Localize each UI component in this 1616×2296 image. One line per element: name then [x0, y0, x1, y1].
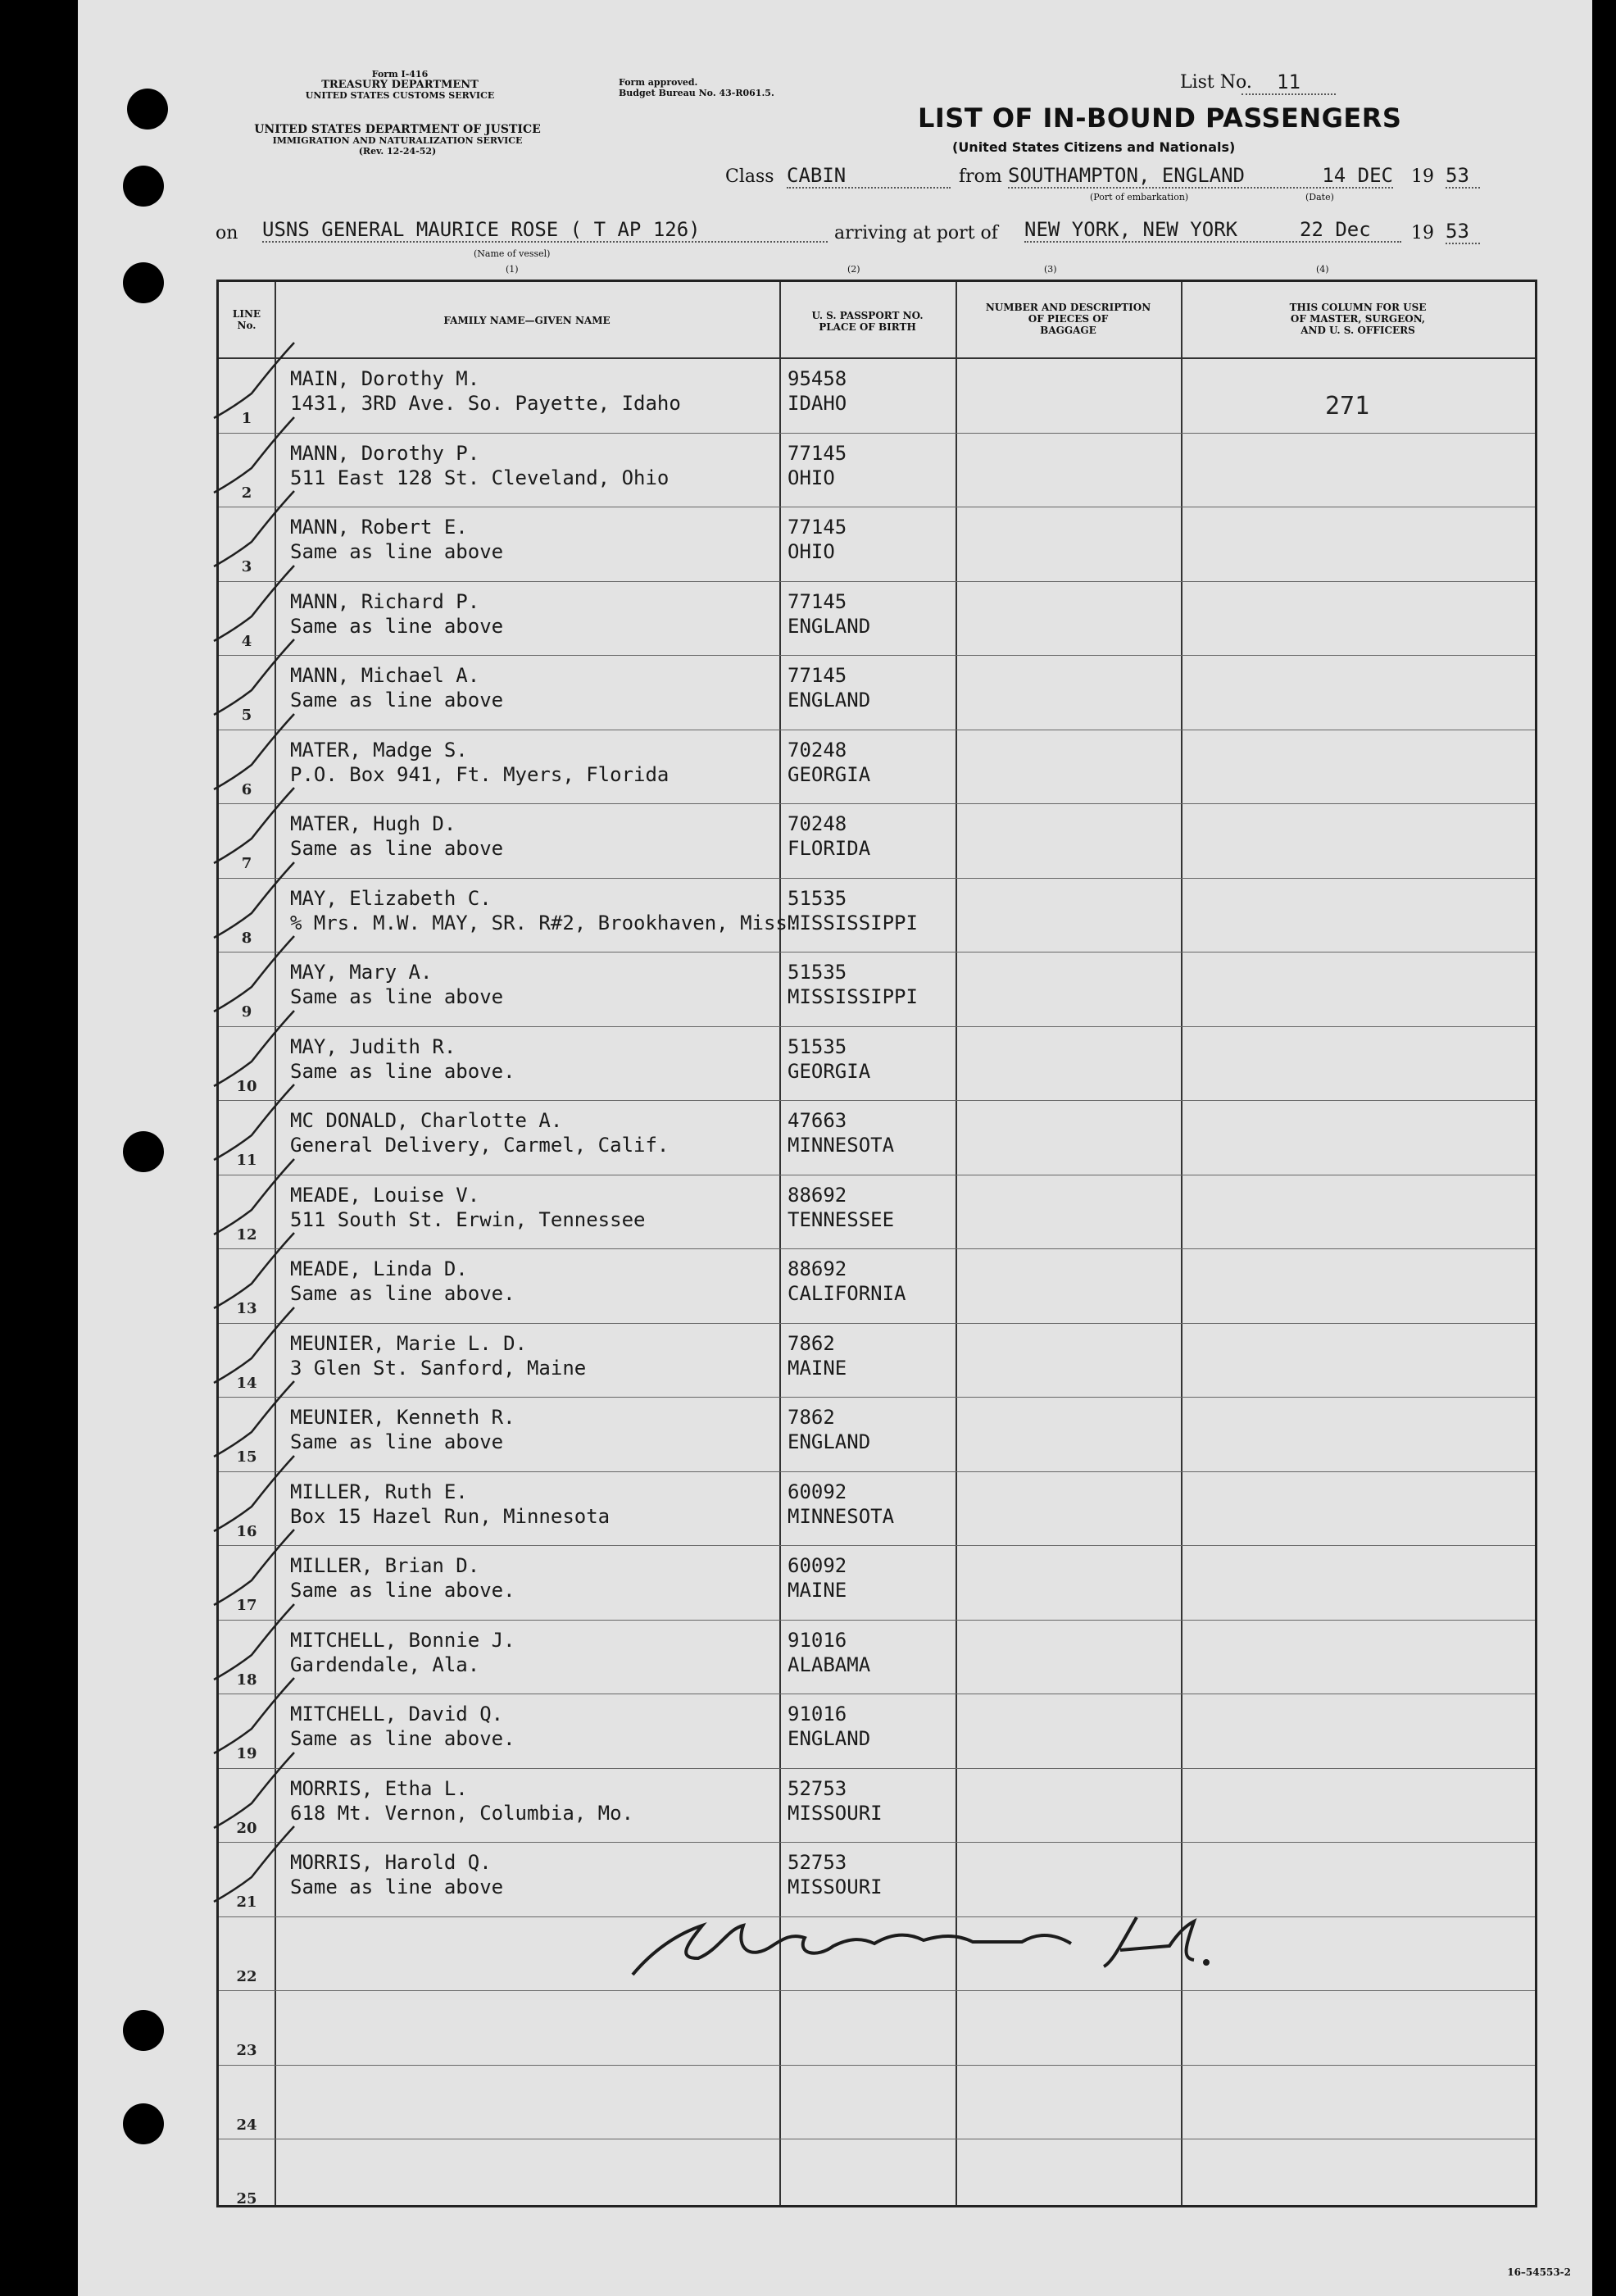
- table-row: [219, 1398, 1535, 1472]
- passenger-address: 3 Glen St. Sanford, Maine: [290, 1356, 587, 1380]
- table-row: [219, 1472, 1535, 1547]
- form-number: Form I-416 TREASURY DEPARTMENT UNITED STATES CUSTOMS SERVICE: [305, 69, 495, 101]
- passport-number: 51535: [788, 961, 847, 984]
- passenger-name: MEADE, Linda D.: [290, 1257, 468, 1280]
- place-of-birth: MAINE: [788, 1579, 847, 1602]
- passenger-address: Same as line above: [290, 540, 504, 563]
- passenger-name: MORRIS, Harold Q.: [290, 1851, 492, 1874]
- place-of-birth: MISSISSIPPI: [788, 985, 918, 1008]
- port-caption: (Port of embarkation): [1090, 192, 1189, 202]
- binder-hole: [123, 166, 164, 207]
- passport-number: 95458: [788, 367, 847, 390]
- place-of-birth: ENGLAND: [788, 1430, 871, 1453]
- table-row: [219, 434, 1535, 508]
- arrival-year: 53: [1446, 220, 1480, 244]
- passenger-name: MILLER, Brian D.: [290, 1554, 480, 1577]
- on-label: on: [216, 223, 238, 243]
- binder-hole: [127, 89, 168, 130]
- passenger-address: Same as line above: [290, 689, 504, 712]
- place-of-birth: TENNESSEE: [788, 1207, 895, 1231]
- passenger-name: MC DONALD, Charlotte A.: [290, 1109, 563, 1132]
- passenger-name: MEUNIER, Marie L. D.: [290, 1331, 527, 1355]
- header-passport: U. S. PASSPORT NO. PLACE OF BIRTH: [811, 310, 924, 333]
- header-baggage: NUMBER AND DESCRIPTION OF PIECES OF BAGGAGE: [985, 302, 1151, 336]
- line-number: 21: [236, 1894, 257, 1911]
- table-row: [219, 1027, 1535, 1102]
- line-number: 20: [236, 1819, 257, 1837]
- place-of-birth: FLORIDA: [788, 837, 871, 860]
- passenger-name: MILLER, Ruth E.: [290, 1480, 468, 1503]
- passport-number: 91016: [788, 1703, 847, 1725]
- officer-note: 271: [1325, 392, 1370, 421]
- list-no-label: List No.: [1180, 72, 1252, 93]
- year-prefix: 19: [1411, 166, 1434, 187]
- passenger-name: MANN, Michael A.: [290, 664, 480, 687]
- form-footer-code: 16–54553-2: [1507, 2266, 1571, 2278]
- line-number: 5: [241, 707, 252, 724]
- class-label: Class: [725, 166, 774, 187]
- place-of-birth: ALABAMA: [788, 1653, 871, 1676]
- embark-date-value: 14 DEC: [1287, 164, 1393, 189]
- binder-hole: [123, 2010, 164, 2051]
- passenger-address: 618 Mt. Vernon, Columbia, Mo.: [290, 1801, 634, 1825]
- line-number: 10: [236, 1077, 257, 1095]
- column-number-2: (2): [847, 264, 860, 275]
- table-row: [219, 1175, 1535, 1250]
- passenger-address: % Mrs. M.W. MAY, SR. R#2, Brookhaven, Miss.: [290, 911, 800, 934]
- line-number: 11: [236, 1152, 257, 1169]
- binder-hole: [123, 1131, 164, 1172]
- line-number: 4: [241, 632, 252, 650]
- passport-number: 51535: [788, 886, 847, 910]
- line-number: 22: [236, 1967, 257, 1985]
- passenger-name: MITCHELL, David Q.: [290, 1703, 504, 1725]
- passenger-name: MEUNIER, Kenneth R.: [290, 1406, 515, 1429]
- page-subtitle: (United States Citizens and Nationals): [952, 139, 1236, 155]
- passport-number: 77145: [788, 441, 847, 465]
- passenger-name: MATER, Hugh D.: [290, 812, 456, 835]
- passport-number: 60092: [788, 1554, 847, 1577]
- arriving-label: arriving at port of: [834, 223, 998, 243]
- passenger-address: Box 15 Hazel Run, Minnesota: [290, 1504, 611, 1528]
- passenger-address: Same as line above.: [290, 1579, 515, 1602]
- passenger-address: 511 East 128 St. Cleveland, Ohio: [290, 466, 670, 489]
- passport-number: 52753: [788, 1851, 847, 1874]
- form-approved: Form approved. Budget Bureau No. 43-R061.5.: [619, 77, 774, 98]
- arrival-port-value: NEW YORK, NEW YORK: [1024, 218, 1401, 243]
- passenger-address: Same as line above: [290, 837, 504, 860]
- passport-number: 77145: [788, 589, 847, 613]
- passport-number: 91016: [788, 1628, 847, 1652]
- class-value: CABIN: [787, 164, 951, 189]
- passport-number: 77145: [788, 516, 847, 539]
- line-number: 12: [236, 1225, 257, 1243]
- date-caption: (Date): [1305, 192, 1334, 202]
- passenger-address: 511 South St. Erwin, Tennessee: [290, 1207, 646, 1231]
- passenger-name: MAY, Elizabeth C.: [290, 886, 492, 910]
- passport-number: 88692: [788, 1183, 847, 1207]
- page-title: LIST OF IN-BOUND PASSENGERS: [918, 102, 1402, 134]
- place-of-birth: GEORGIA: [788, 762, 871, 786]
- passport-number: 88692: [788, 1257, 847, 1280]
- place-of-birth: IDAHO: [788, 392, 847, 415]
- table-row: [219, 1621, 1535, 1695]
- passenger-table: [216, 280, 1537, 2207]
- table-row: [219, 952, 1535, 1027]
- table-row: [219, 804, 1535, 879]
- passport-number: 60092: [788, 1480, 847, 1503]
- vessel-value: USNS GENERAL MAURICE ROSE ( T AP 126): [262, 218, 828, 243]
- passport-number: 52753: [788, 1776, 847, 1800]
- binder-hole: [123, 2103, 164, 2144]
- passport-number: 7862: [788, 1406, 835, 1429]
- column-number-4: (4): [1316, 264, 1329, 275]
- header-line-no: LINE No.: [232, 308, 261, 331]
- passenger-address: Same as line above: [290, 1875, 504, 1898]
- table-row: [219, 2066, 1535, 2140]
- line-number: 25: [236, 2190, 257, 2207]
- passport-number: 47663: [788, 1109, 847, 1132]
- passport-number: 70248: [788, 738, 847, 762]
- line-number: 19: [236, 1745, 257, 1762]
- binder-hole: [123, 262, 164, 303]
- column-number-3: (3): [1044, 264, 1057, 275]
- passenger-address: Same as line above.: [290, 1282, 515, 1305]
- table-row: [219, 507, 1535, 582]
- line-number: 24: [236, 2116, 257, 2134]
- passenger-name: MAIN, Dorothy M.: [290, 367, 480, 390]
- table-row: [219, 879, 1535, 953]
- header-family-name: FAMILY NAME—GIVEN NAME: [443, 315, 611, 326]
- table-row: [219, 730, 1535, 805]
- place-of-birth: MINNESOTA: [788, 1134, 895, 1157]
- place-of-birth: MISSISSIPPI: [788, 911, 918, 934]
- passenger-name: MEADE, Louise V.: [290, 1183, 480, 1207]
- from-label: from: [959, 166, 1002, 187]
- place-of-birth: MISSOURI: [788, 1875, 883, 1898]
- line-number: 18: [236, 1671, 257, 1689]
- passenger-name: MAY, Mary A.: [290, 961, 433, 984]
- table-row: [219, 1546, 1535, 1621]
- check-mark-icon: [212, 1820, 302, 1910]
- passenger-address: Same as line above: [290, 985, 504, 1008]
- passport-number: 51535: [788, 1034, 847, 1058]
- passenger-name: MITCHELL, Bonnie J.: [290, 1628, 515, 1652]
- passenger-address: General Delivery, Carmel, Calif.: [290, 1134, 670, 1157]
- embark-port-value: SOUTHAMPTON, ENGLAND: [1008, 164, 1311, 189]
- place-of-birth: OHIO: [788, 466, 835, 489]
- place-of-birth: OHIO: [788, 540, 835, 563]
- passenger-name: MAY, Judith R.: [290, 1034, 456, 1058]
- line-number: 6: [241, 780, 252, 798]
- column-number-1: (1): [506, 264, 519, 275]
- vessel-caption: (Name of vessel): [474, 248, 551, 259]
- line-number: 3: [241, 558, 252, 575]
- line-number: 16: [236, 1522, 257, 1540]
- passenger-address: Same as line above: [290, 614, 504, 638]
- place-of-birth: GEORGIA: [788, 1059, 871, 1083]
- place-of-birth: CALIFORNIA: [788, 1282, 906, 1305]
- signature-image: [629, 1901, 1219, 1991]
- passenger-address: P.O. Box 941, Ft. Myers, Florida: [290, 762, 670, 786]
- passenger-name: MANN, Richard P.: [290, 589, 480, 613]
- table-row: [219, 1991, 1535, 2066]
- line-number: 2: [241, 484, 252, 502]
- place-of-birth: MISSOURI: [788, 1801, 883, 1825]
- line-number: 17: [236, 1597, 257, 1614]
- embark-year: 53: [1446, 164, 1480, 189]
- passenger-address: Gardendale, Ala.: [290, 1653, 480, 1676]
- passenger-name: MANN, Robert E.: [290, 516, 468, 539]
- line-number: 1: [241, 410, 252, 427]
- passenger-address: 1431, 3RD Ave. So. Payette, Idaho: [290, 392, 681, 415]
- place-of-birth: MAINE: [788, 1356, 847, 1380]
- passport-number: 77145: [788, 664, 847, 687]
- arrival-date-value: 22 Dec: [1300, 218, 1371, 241]
- line-number: 8: [241, 929, 252, 947]
- line-number: 7: [241, 855, 252, 872]
- place-of-birth: MINNESOTA: [788, 1504, 895, 1528]
- line-number: 14: [236, 1374, 257, 1392]
- table-row: [219, 1769, 1535, 1844]
- doj-block: UNITED STATES DEPARTMENT OF JUSTICE IMMIGRATION AND NATURALIZATION SERVICE (Rev. 12-24-52): [254, 123, 541, 157]
- table-row: [219, 582, 1535, 657]
- arrival-year-prefix: 19: [1411, 223, 1434, 243]
- line-number: 23: [236, 2042, 257, 2059]
- passenger-name: MORRIS, Etha L.: [290, 1776, 468, 1800]
- passenger-address: Same as line above.: [290, 1059, 515, 1083]
- table-row: [219, 656, 1535, 730]
- passenger-address: Same as line above: [290, 1430, 504, 1453]
- line-number: 13: [236, 1300, 257, 1317]
- table-row: [219, 2139, 1535, 2214]
- header-officers: THIS COLUMN FOR USE OF MASTER, SURGEON, AND U. S. OFFICERS: [1289, 302, 1427, 336]
- table-row: [219, 1101, 1535, 1175]
- passport-number: 7862: [788, 1331, 835, 1355]
- table-row: [219, 1249, 1535, 1324]
- table-row: [219, 1694, 1535, 1769]
- line-number: 15: [236, 1448, 257, 1466]
- line-number: 9: [241, 1003, 252, 1021]
- passenger-name: MATER, Madge S.: [290, 738, 468, 762]
- passenger-address: Same as line above.: [290, 1727, 515, 1750]
- place-of-birth: ENGLAND: [788, 689, 871, 712]
- table-row: [219, 1324, 1535, 1398]
- place-of-birth: ENGLAND: [788, 614, 871, 638]
- place-of-birth: ENGLAND: [788, 1727, 871, 1750]
- list-no-value: 11: [1242, 70, 1336, 95]
- passenger-name: MANN, Dorothy P.: [290, 441, 480, 465]
- passport-number: 70248: [788, 812, 847, 835]
